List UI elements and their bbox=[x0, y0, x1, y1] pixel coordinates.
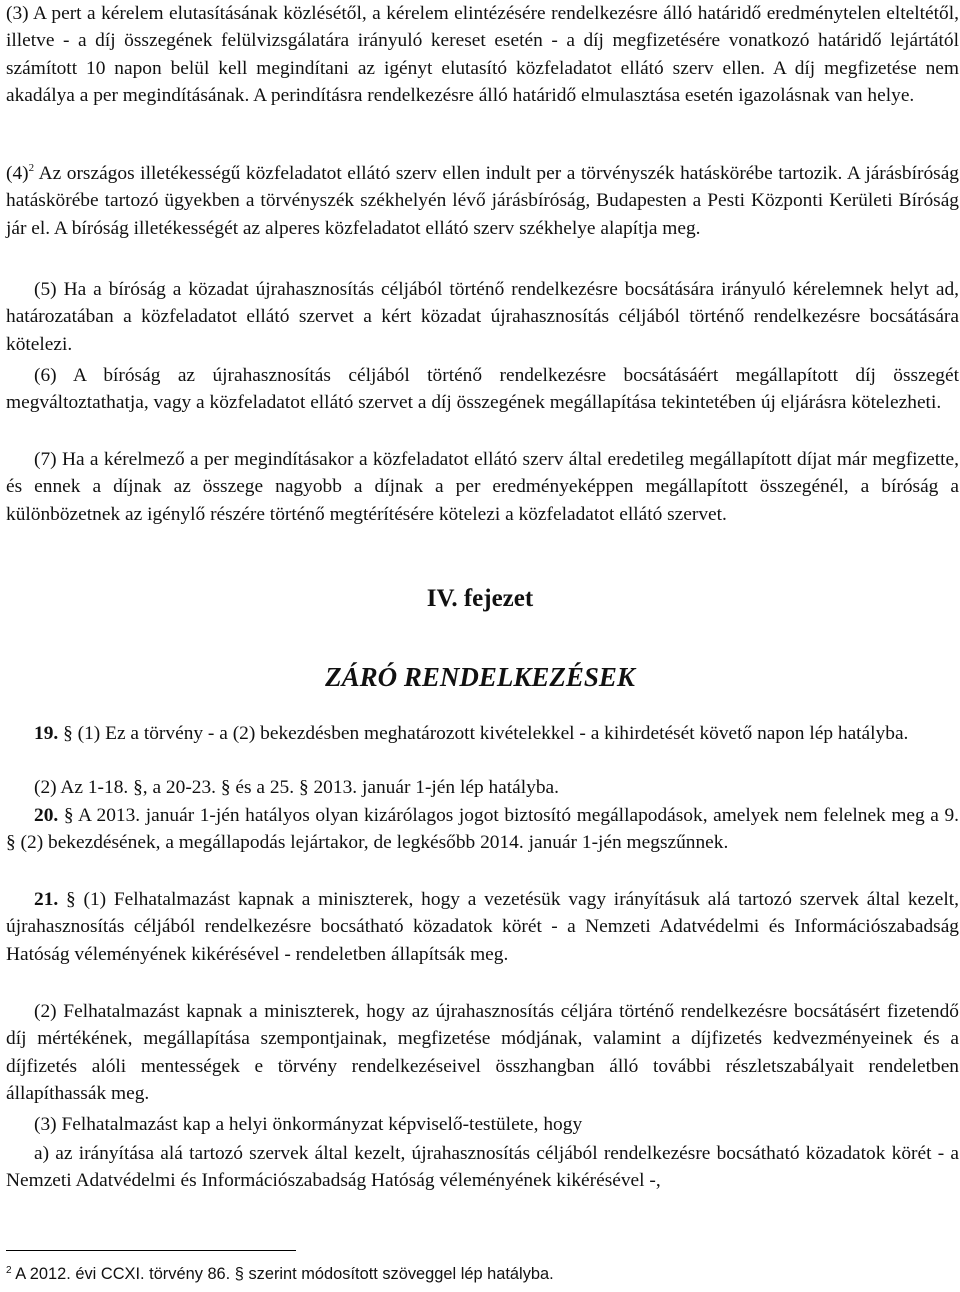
section-19-text: § (1) Ez a törvény - a (2) bekezdésben meghatározott kivételekkel - a kihirdetését követő napon lép hatályba. bbox=[58, 723, 909, 744]
paragraph-6 bbox=[6, 362, 959, 417]
section-21-paragraph-3-point-a bbox=[6, 1140, 959, 1195]
section-20 bbox=[6, 802, 959, 857]
chapter-heading: IV. fejezet bbox=[426, 585, 534, 612]
section-21 bbox=[6, 886, 959, 968]
paragraph-5 bbox=[6, 276, 959, 358]
section-21-paragraph-3 bbox=[6, 1111, 959, 1138]
section-21-text: § (1) Felhatalmazást kapnak a miniszterek, hogy a vezetésük vagy irányításuk alá tartozó szervek által kezelt, újrahasznosítás céljából rendelkezésre bocsátható közadatok körét - a Nemzeti Adatvédelmi és Információszabadság Hatóság véleményének kikérésével - rendeletben állapítsák meg. bbox=[6, 889, 959, 965]
paragraph-5-text: (5) Ha a bíróság a közadat újrahasznosítás céljából történő rendelkezésre bocsátására irányuló kérelemnek helyt ad, határozatában a közfeladatot ellátó szervet a kért közadat újrahasznosítás céljából történő rendelkezésre bocsátására kötelezi. bbox=[6, 279, 959, 355]
section-21-paragraph-3-text: (3) Felhatalmazást kap a helyi önkormányzat képviselő-testülete, hogy bbox=[34, 1114, 583, 1135]
section-20-text: § A 2013. január 1-jén hatályos olyan kizárólagos jogot biztosító megállapodások, amelyek nem felelnek meg a 9. § (2) bekezdésének, a megállapodás lejártakor, de legkésőbb 2014. január 1-jén megszűnnek. bbox=[6, 805, 959, 854]
section-19 bbox=[6, 720, 959, 747]
paragraph-4 bbox=[6, 160, 959, 242]
section-21-paragraph-2 bbox=[6, 998, 959, 1108]
section-19-paragraph-2 bbox=[6, 774, 959, 801]
chapter-title: ZÁRÓ RENDELKEZÉSEK bbox=[325, 662, 635, 692]
paragraph-3-text: (3) A pert a kérelem elutasításának közlésétől, a kérelem elintézésére rendelkezésre álló határidő eredménytelen elteltétől, illetve - a díj összegének felülvizsgálatára irányuló kereset esetén - a díj megfizetésére vonatkozó határidő lejártától számított 10 napon belül kell megindítani az igényt elutasító közfeladatot ellátó szerv ellen. A díj megfizetése nem akadálya a per megindításának. A perindításra rendelkezésre álló határidő elmulasztása esetén igazolásnak van helye. bbox=[6, 3, 959, 107]
paragraph-3 bbox=[6, 0, 959, 110]
section-21-paragraph-3-point-a-text: a) az irányítása alá tartozó szervek által kezelt, újrahasznosítás céljából rendelkezésre bocsátható közadatok körét - a Nemzeti Adatvédelmi és Információszabadság Hatóság véleményének kikérésével -, bbox=[6, 1143, 959, 1192]
paragraph-6-text: (6) A bíróság az újrahasznosítás céljából történő rendelkezésre bocsátásáért megállapított díj összegét megváltoztathatja, vagy a közfeladatot ellátó szervet a díj összegének megállapítása tekintetében új eljárásra kötelezheti. bbox=[6, 365, 959, 414]
section-number: 19. bbox=[34, 723, 59, 744]
footnote-number: 2 bbox=[6, 1265, 12, 1276]
paragraph-4-label: (4) bbox=[6, 163, 29, 184]
section-21-paragraph-2-text: (2) Felhatalmazást kapnak a miniszterek, hogy az újrahasznosítás céljára történő rendelkezésre bocsátásért fizetendő díj mértékének, megállapítása szempontjainak, megfizetése módjának, valamint a díjfizetés kedvezményeinek és a díjfizetés alóli mentességek e törvény rendelkezéseivel összhangban álló további részletszabályait rendeletben állapíthassák meg. bbox=[6, 1001, 959, 1105]
footnote bbox=[6, 1264, 946, 1284]
footnote-text: A 2012. évi CCXI. törvény 86. § szerint módosított szöveggel lép hatályba. bbox=[11, 1265, 554, 1283]
section-number: 21. bbox=[34, 889, 59, 910]
footnote-ref[interactable]: 2 bbox=[28, 162, 35, 174]
paragraph-7 bbox=[6, 446, 959, 528]
section-number: 20. bbox=[34, 805, 59, 826]
footnote-divider bbox=[6, 1250, 296, 1251]
section-19-paragraph-2-text: (2) Az 1-18. §, a 20-23. § és a 25. § 2013. január 1-jén lép hatályba. bbox=[34, 777, 560, 798]
paragraph-7-text: (7) Ha a kérelmező a per megindításakor a közfeladatot ellátó szerv által eredetileg megállapított díjat már megfizette, és ennek a díjnak az összege nagyobb a díjnak a per eredményeképpen megállapított összegénél, a bíróság a különbözetnek az igénylő részére történő megtérítésére kötelezi a közfeladatot ellátó szervet. bbox=[6, 449, 959, 525]
paragraph-4-text: Az országos illetékességű közfeladatot ellátó szerv ellen indult per a törvényszék hatáskörébe tartozik. A járásbíróság hatáskörébe tartozó ügyekben a törvényszék székhelyén lévő járásbíróság, Budapesten a Pesti Központi Kerületi Bíróság jár el. A bíróság illetékességét az alperes közfeladatot ellátó szerv székhelye alapítja meg. bbox=[6, 163, 959, 239]
